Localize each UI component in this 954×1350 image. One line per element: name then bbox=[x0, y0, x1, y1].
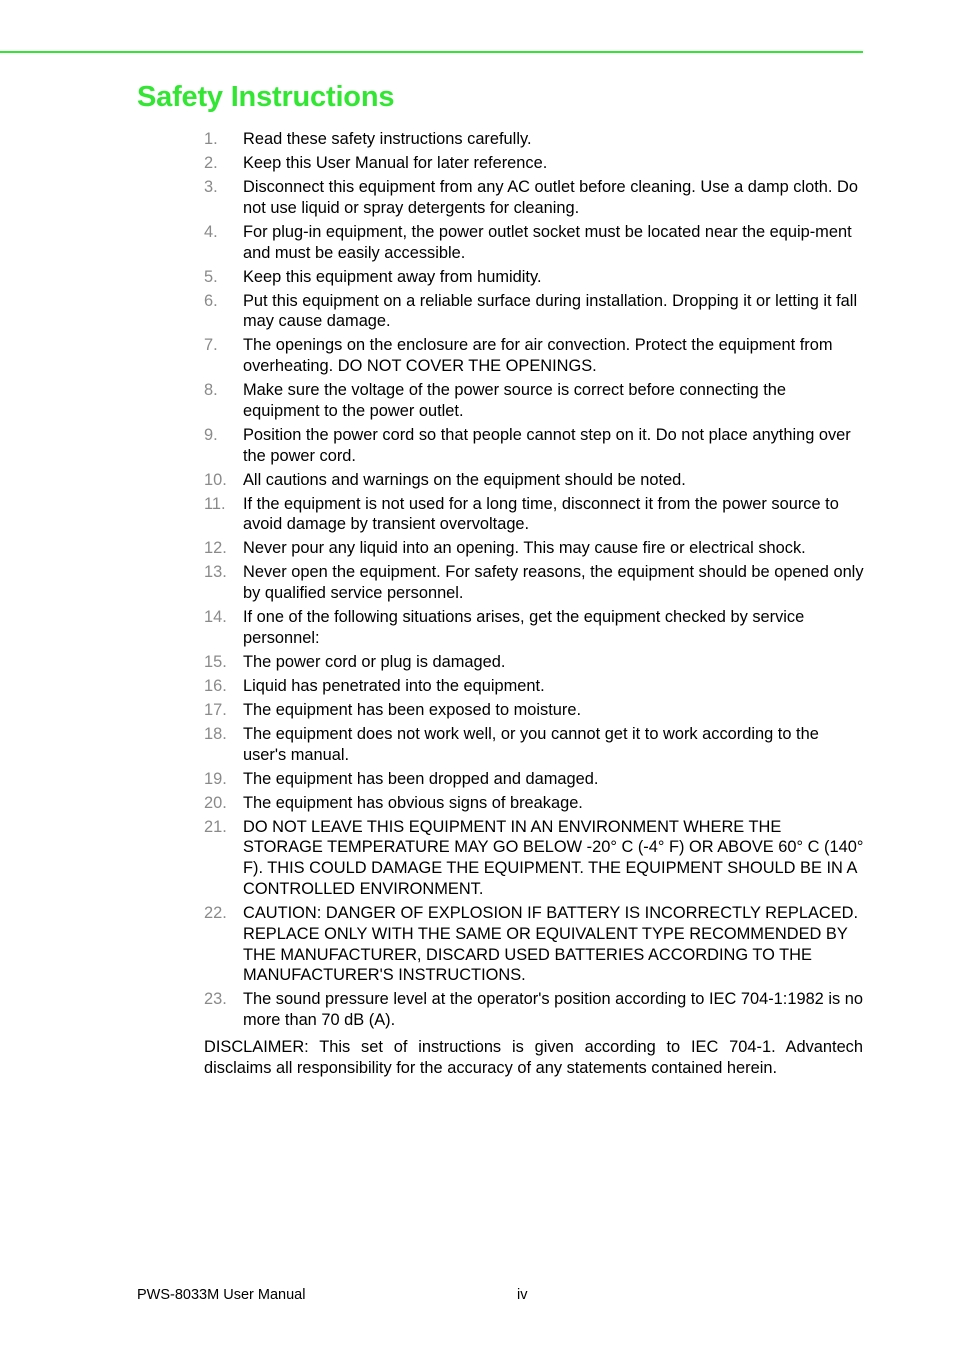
list-item-number: 22. bbox=[204, 904, 227, 923]
list-item-text: Keep this User Manual for later reference. bbox=[243, 153, 548, 172]
list-item bbox=[204, 291, 864, 333]
header-rule bbox=[0, 51, 863, 53]
list-item bbox=[204, 724, 864, 766]
list-item bbox=[204, 793, 864, 814]
list-item-text: CAUTION: DANGER OF EXPLOSION IF BATTERY IS INCORRECTLY REPLACED. REPLACE ONLY WITH THE SAME OR EQUIVALENT TYPE RECOMMENDED BY THE MANUFACTURER, DISCARD USED BATTERIES ACCORDING TO THE MANUFACTURER'S INSTRUCTIONS. bbox=[243, 904, 859, 985]
list-item bbox=[204, 903, 864, 986]
list-item-text: Make sure the voltage of the power source is correct before connecting the equipment to the power outlet. bbox=[243, 381, 787, 420]
list-item-text: Never open the equipment. For safety reasons, the equipment should be opened only by qualified service personnel. bbox=[243, 563, 864, 603]
list-item-text: Never pour any liquid into an opening. This may cause fire or electrical shock. bbox=[243, 539, 806, 558]
list-item bbox=[204, 153, 864, 174]
list-item-number: 14. bbox=[204, 608, 227, 627]
list-item-number: 7. bbox=[204, 336, 218, 355]
list-item-text: For plug-in equipment, the power outlet socket must be located near the equip-ment and must be easily accessible. bbox=[243, 222, 852, 262]
list-item-number: 15. bbox=[204, 652, 227, 671]
list-item-number: 9. bbox=[204, 425, 218, 444]
list-item-text: The equipment does not work well, or you cannot get it to work according to the user's manual. bbox=[243, 724, 819, 764]
page-title: Safety Instructions bbox=[137, 81, 395, 113]
list-item bbox=[204, 562, 864, 604]
list-item-text: All cautions and warnings on the equipment should be noted. bbox=[243, 470, 686, 489]
list-item bbox=[204, 267, 864, 288]
list-item-number: 12. bbox=[204, 539, 227, 558]
list-item-number: 23. bbox=[204, 990, 227, 1009]
list-item-text: Put this equipment on a reliable surface during installation. Dropping it or letting it fall may cause damage. bbox=[243, 291, 858, 331]
list-item-number: 13. bbox=[204, 563, 227, 582]
list-item bbox=[204, 494, 864, 536]
list-item bbox=[204, 177, 864, 219]
disclaimer-text: DISCLAIMER: This set of instructions is given according to IEC 704-1. Advantech disclaims all responsibility for the accuracy of any statements contained herein. bbox=[204, 1038, 863, 1077]
list-item-number: 19. bbox=[204, 769, 227, 788]
list-item-number: 11. bbox=[204, 494, 226, 513]
list-item-number: 1. bbox=[204, 130, 218, 148]
list-item bbox=[204, 817, 864, 900]
list-item bbox=[204, 538, 864, 559]
list-item bbox=[204, 700, 864, 721]
list-item-text: The sound pressure level at the operator's position according to IEC 704-1:1982 is no more than 70 dB (A). bbox=[243, 990, 863, 1030]
list-item bbox=[204, 380, 864, 422]
list-item-number: 4. bbox=[204, 222, 218, 241]
safety-instructions-list bbox=[204, 129, 864, 1034]
list-item-text: If one of the following situations arises, get the equipment checked by service personnel: bbox=[243, 608, 805, 647]
list-item-text: Read these safety instructions carefully. bbox=[243, 130, 532, 148]
footer-page-number: iv bbox=[517, 1287, 528, 1303]
list-item-number: 8. bbox=[204, 381, 218, 400]
list-item bbox=[204, 470, 864, 491]
list-item-number: 21. bbox=[204, 817, 227, 836]
list-item bbox=[204, 129, 864, 150]
list-item-number: 2. bbox=[204, 153, 218, 172]
footer-manual-name: PWS-8033M User Manual bbox=[137, 1287, 306, 1303]
list-item-text: If the equipment is not used for a long time, disconnect it from the power source to avoid damage by transient overvoltage. bbox=[243, 494, 839, 534]
list-item-number: 10. bbox=[204, 470, 227, 489]
list-item-text: Keep this equipment away from humidity. bbox=[243, 267, 542, 286]
list-item bbox=[204, 425, 864, 467]
list-item-text: Position the power cord so that people cannot step on it. Do not place anything over the power cord. bbox=[243, 425, 851, 465]
list-item-number: 3. bbox=[204, 177, 218, 196]
list-item bbox=[204, 652, 864, 673]
list-item-text: The openings on the enclosure are for air convection. Protect the equipment from overheating. DO NOT COVER THE OPENINGS. bbox=[243, 336, 833, 376]
list-item-text: The equipment has been exposed to moisture. bbox=[243, 700, 582, 719]
list-item-text: Disconnect this equipment from any AC outlet before cleaning. Use a damp cloth. Do not use liquid or spray detergents for cleaning. bbox=[243, 177, 858, 217]
list-item-text: The equipment has been dropped and damaged. bbox=[243, 769, 599, 788]
list-item-text: The power cord or plug is damaged. bbox=[243, 652, 506, 671]
list-item bbox=[204, 222, 864, 264]
list-item-number: 5. bbox=[204, 267, 218, 286]
list-item-number: 17. bbox=[204, 700, 227, 719]
list-item-number: 16. bbox=[204, 676, 227, 695]
list-item-text: DO NOT LEAVE THIS EQUIPMENT IN AN ENVIRONMENT WHERE THE STORAGE TEMPERATURE MAY GO BELOW -20° C (-4° F) OR ABOVE 60° C (140° F). THIS COULD DAMAGE THE EQUIPMENT. THE EQUIPMENT SHOULD BE IN A CONTROLLED ENVIRONMENT. bbox=[243, 817, 864, 899]
list-item bbox=[204, 989, 864, 1031]
list-item-text: Liquid has penetrated into the equipment. bbox=[243, 676, 545, 695]
list-item bbox=[204, 335, 864, 377]
list-item bbox=[204, 676, 864, 697]
list-item bbox=[204, 769, 864, 790]
list-item-text: The equipment has obvious signs of breakage. bbox=[243, 793, 583, 812]
list-item bbox=[204, 607, 864, 649]
list-item-number: 6. bbox=[204, 291, 218, 310]
list-item-number: 20. bbox=[204, 793, 227, 812]
list-item-number: 18. bbox=[204, 724, 227, 743]
